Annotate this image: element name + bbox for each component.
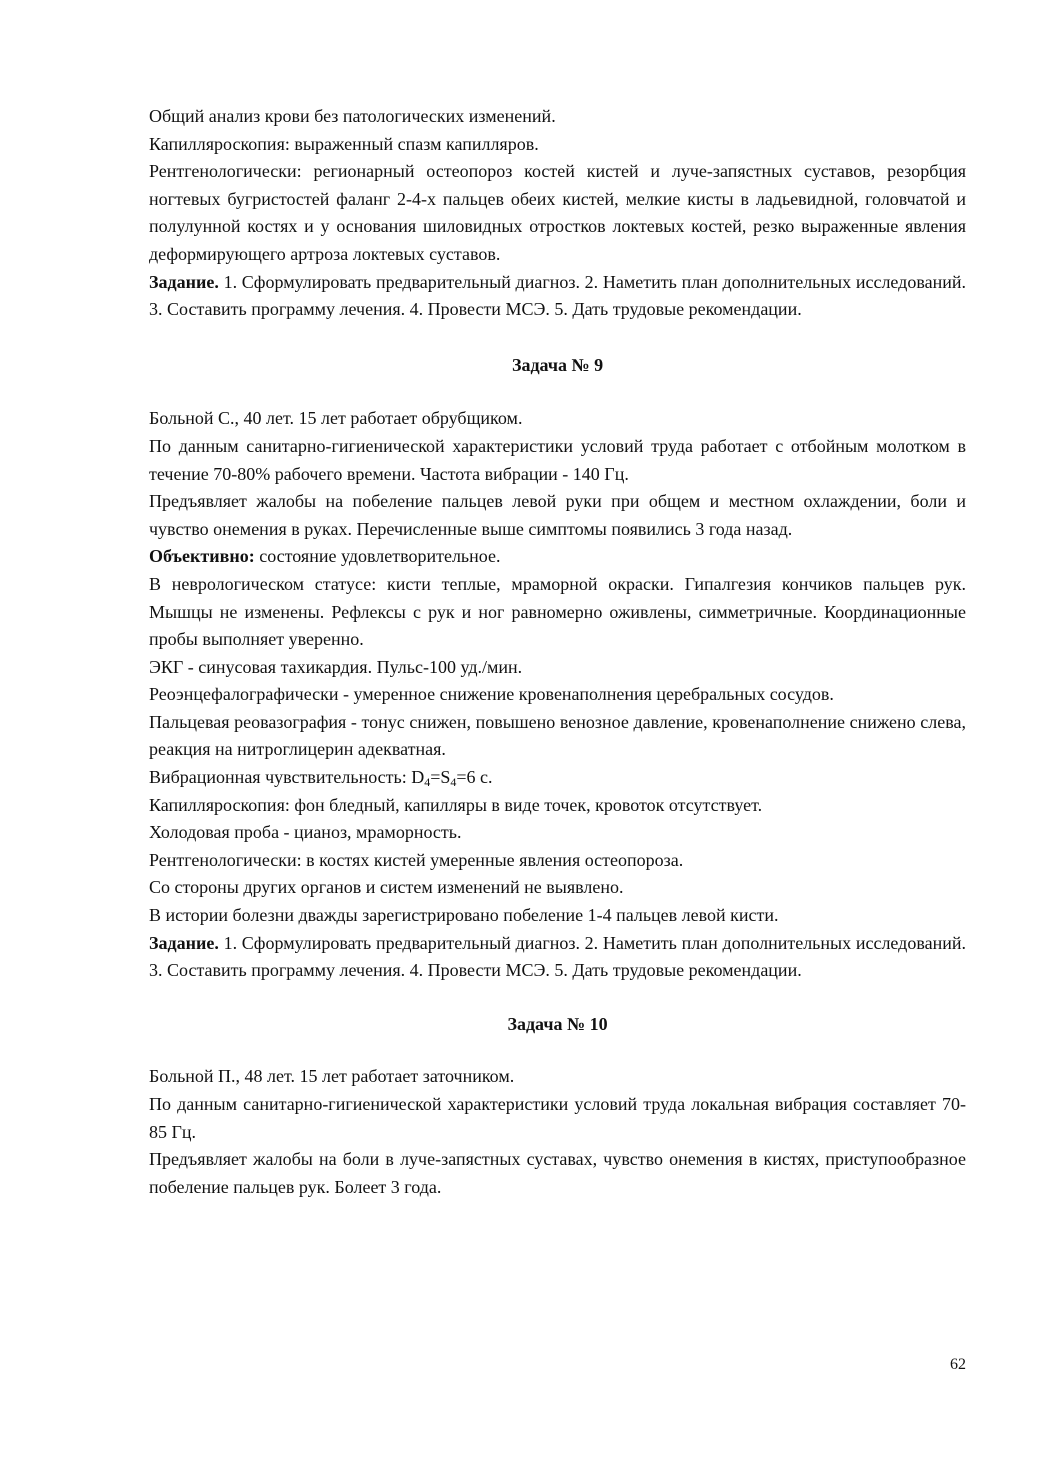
paragraph: Холодовая проба - цианоз, мраморность. — [149, 822, 462, 843]
paragraph: В неврологическом статусе: кисти теплые, мраморной окраски. Гипалгезия кончиков пальцев рук. Мышцы не изменены. Рефлексы с рук и ног равномерно оживлены, симметричные. Координационные пробы выполняет уверенно. — [149, 573, 966, 650]
task-9-heading: Задача № 9 — [511, 354, 604, 375]
vib-sub-2: 4 — [450, 775, 457, 790]
paragraph: Реоэнцефалографически - умеренное снижение кровенаполнения церебральных сосудов. — [149, 684, 834, 705]
paragraph: ЭКГ - синусовая тахикардия. Пульс-100 уд./мин. — [149, 656, 523, 677]
paragraph: Со стороны других органов и систем изменений не выявлено. — [149, 877, 624, 898]
paragraph: Больной П., 48 лет. 15 лет работает заточником. — [149, 1066, 515, 1087]
page-content — [149, 103, 966, 1201]
vibration-sensitivity — [149, 764, 966, 792]
task-assignment — [149, 269, 966, 324]
paragraph: Больной С., 40 лет. 15 лет работает обрубщиком. — [149, 408, 523, 429]
paragraph: По данным санитарно-гигиенической характеристики условий труда работает с отбойным молотком в течение 70-80% рабочего времени. Частота вибрации - 140 Гц. — [149, 435, 966, 484]
objective-label: Объективно: — [149, 546, 255, 567]
page-number: 62 — [950, 1356, 966, 1373]
task-label: Задание. — [149, 932, 219, 953]
task-label: Задание. — [149, 271, 219, 292]
paragraph: Капилляроскопия: фон бледный, капилляры в виде точек, кровоток отсутствует. — [149, 794, 763, 815]
vib-text-b: =S — [430, 767, 451, 788]
task-assignment — [149, 930, 966, 985]
task-10-heading: Задача № 10 — [507, 1013, 608, 1034]
objective-text: состояние удовлетворительное. — [254, 546, 501, 567]
paragraph: В истории болезни дважды зарегистрировано побеление 1-4 пальцев левой кисти. — [149, 905, 779, 926]
paragraph: Рентгенологически: регионарный остеопороз костей кистей и луче-запястных суставов, резорбция ногтевых бугристостей фаланг 2-4-х пальцев обеих кистей, мелкие кисты в ладьевидной, головчатой и полулунной костях и у основания шиловидных отростков локтевых костей, резко выраженные явления деформирующего артроза локтевых суставов. — [149, 161, 966, 264]
vib-text-a: Вибрационная чувствительность: D — [149, 767, 425, 788]
paragraph: Капилляроскопия: выраженный спазм капилляров. — [149, 133, 539, 154]
paragraph: Общий анализ крови без патологических изменений. — [149, 106, 556, 126]
task-text: 1. Сформулировать предварительный диагноз. 2. Наметить план дополнительных исследований. 3. Составить программу лечения. 4. Провести МСЭ. 5. Дать трудовые рекомендации. — [149, 271, 966, 320]
paragraph: Рентгенологически: в костях кистей умеренные явления остеопороза. — [149, 849, 684, 870]
vib-text-c: =6 с. — [456, 767, 493, 788]
task-text: 1. Сформулировать предварительный диагноз. 2. Наметить план дополнительных исследований. 3. Составить программу лечения. 4. Провести МСЭ. 5. Дать трудовые рекомендации. — [149, 932, 966, 981]
paragraph: Предъявляет жалобы на боли в луче-запястных суставах, чувство онемения в кистях, приступообразное побеление пальцев рук. Болеет 3 года. — [149, 1149, 966, 1197]
vib-sub-1: 4 — [424, 775, 431, 790]
paragraph: Пальцевая реовазография - тонус снижен, повышено венозное давление, кровенаполнение снижено слева, реакция на нитроглицерин адекватная. — [149, 711, 966, 760]
paragraph: По данным санитарно-гигиенической характеристики условий труда локальная вибрация составляет 70-85 Гц. — [149, 1094, 966, 1142]
objective-paragraph — [149, 543, 966, 571]
paragraph: Предъявляет жалобы на побеление пальцев левой руки при общем и местном охлаждении, боли и чувство онемения в руках. Перечисленные выше симптомы появились 3 года назад. — [149, 491, 966, 539]
